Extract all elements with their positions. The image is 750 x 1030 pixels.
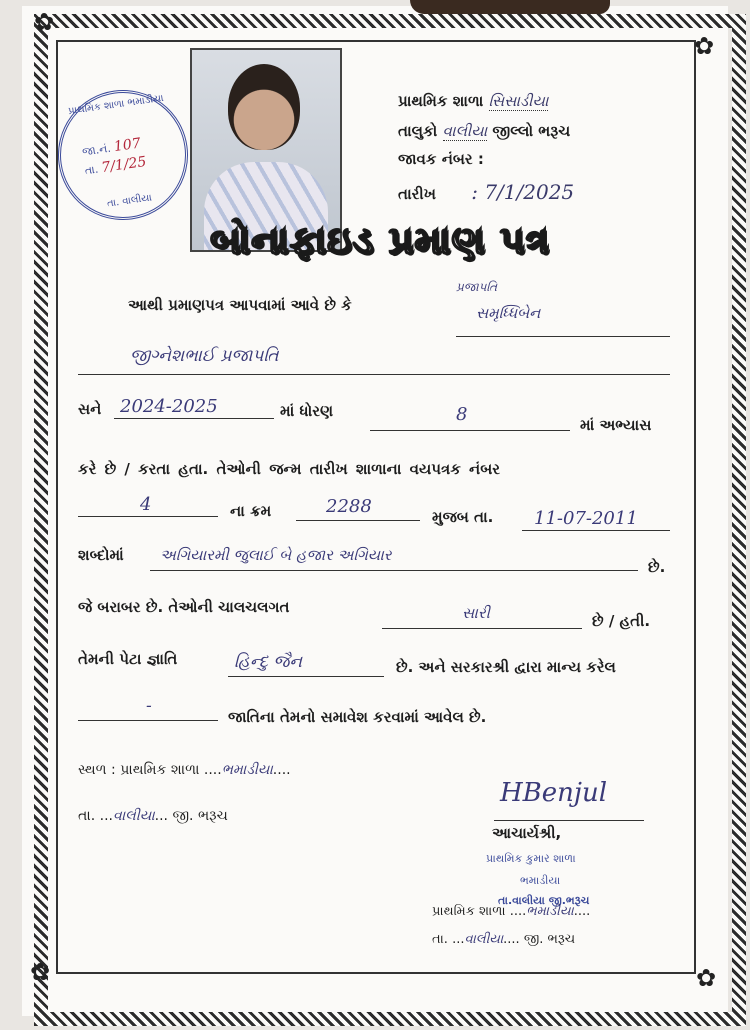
- torn-corner: [410, 0, 610, 14]
- header-date: તારીખ : 7/1/2025: [398, 180, 575, 204]
- student-name-part1: સમૃધ્ધિબેન: [476, 304, 541, 322]
- certificate-title: બોનાફાઇડ પ્રમાણ પત્ર: [210, 218, 550, 262]
- corner-flower-icon: ✿: [696, 964, 717, 992]
- stamp-jawak-label: જા.નં.: [81, 141, 112, 159]
- conduct-value: સારી: [462, 604, 490, 622]
- stamp-date-value: 7/1/25: [100, 153, 148, 177]
- corner-flower-icon: ✿: [694, 32, 715, 60]
- corner-flower-icon: ✿: [34, 8, 55, 36]
- name-above: પ્રજાપતિ: [456, 280, 498, 294]
- place-line: સ્થળ : પ્રાથમિક શાળા ....ભમાડીયા....: [78, 762, 291, 778]
- standard-value: 8: [456, 404, 468, 425]
- principal-signature: HBenjul: [500, 778, 608, 808]
- stamp-ring-top: પ્રાથમિક શાળા ભમાડીયા: [67, 92, 165, 118]
- header-school: પ્રાથમિક શાળા સિસાડીયા: [398, 92, 549, 110]
- header-taluka: તાલુકો વાલીયા જીલ્લો ભરૂચ: [398, 122, 571, 140]
- birth-date-words: અગિયારમી જુલાઈ બે હજાર અગિયાર: [160, 546, 392, 564]
- sane-label: સને: [78, 400, 102, 418]
- inclusion-text: જાતિના તેમનો સમાવેશ કરવામાં આવેલ છે.: [228, 708, 487, 726]
- caste-label: તેમની પેટા જ્ઞાતિ: [78, 650, 178, 668]
- principal-label: આચાર્યશ્રી,: [492, 824, 562, 842]
- header-taluka-value: વાલીયા: [442, 122, 488, 140]
- principal-stamp-line2: ભમાડીયા: [520, 874, 561, 887]
- taluka-line: તા. ...વાલીયા... જી. ભરૂચ: [78, 808, 228, 824]
- caste-value: હિન્દુ જૈન: [234, 652, 303, 672]
- header-jawak: જાવક નંબર :: [398, 150, 484, 168]
- che-text: છે.: [648, 558, 666, 576]
- student-name-part2: જીગ્નેશભાઈ પ્રજાપતિ: [130, 346, 279, 366]
- stamp-ring-bottom: તા. વાલીયા: [106, 192, 153, 210]
- header-date-value: : 7/1/2025: [471, 180, 575, 204]
- header-school-value: સિસાડીયા: [488, 92, 549, 110]
- study-status-text: કરે છે / કરતા હતા. તેઓની જન્મ તારીખ શાળાના વયપત્રક નંબર: [78, 460, 500, 478]
- corner-flower-icon: ✿: [30, 958, 51, 986]
- category-value: -: [146, 696, 152, 716]
- abhyas-label: માં અભ્યાસ: [580, 416, 652, 434]
- conduct-suffix: છે / હતી.: [592, 612, 651, 630]
- stamp-jawak-value: 107: [113, 135, 142, 156]
- academic-year: 2024-2025: [120, 396, 218, 417]
- principal-stamp-line1: પ્રાથમિક કુમાર શાળા: [486, 852, 576, 865]
- register-number: 4: [140, 494, 152, 515]
- govt-recognized-text: છે. અને સરકારશ્રી દ્વારા માન્ય કરેલ: [396, 658, 616, 676]
- kram-label: ના ક્રમ: [230, 502, 272, 520]
- conduct-text: જે બરાબર છે. તેઓની ચાલચલગત: [78, 598, 290, 616]
- intro-text: આથી પ્રમાણપત્ર આપવામાં આવે છે કે: [128, 296, 352, 314]
- principal-stamp-line3: તા.વાલીયા જી.ભરૂચ: [498, 894, 590, 907]
- stamp-date-label: તા.: [83, 162, 100, 178]
- mujab-label: મુજબ તા.: [432, 508, 494, 526]
- dhoran-label: માં ધોરણ: [280, 402, 334, 420]
- kram-value: 2288: [326, 496, 372, 517]
- shabdoma-label: શબ્દોમાં: [78, 546, 124, 564]
- footer-school-line: પ્રાથમિક શાળા ....ભમાડીયા....: [432, 904, 591, 919]
- footer-taluka-line: તા. ...વાલીયા.... જી. ભરૂચ: [432, 932, 576, 947]
- birth-date: 11-07-2011: [534, 508, 638, 529]
